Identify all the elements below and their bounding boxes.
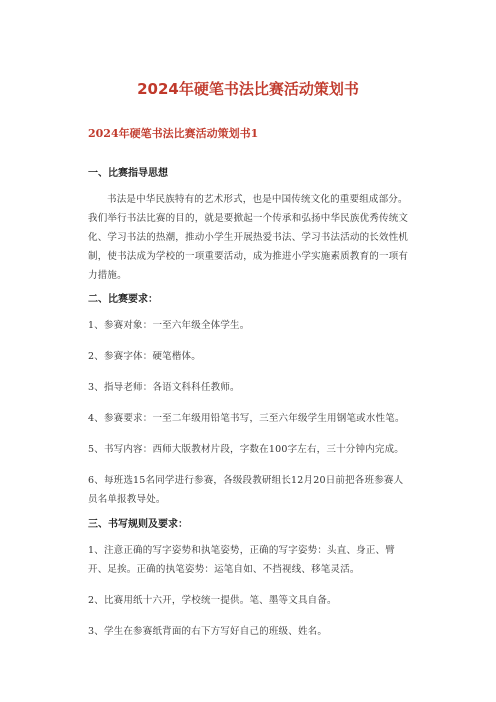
section-paragraph-guiding-principle: 书法是中华民族特有的艺术形式，也是中国传统文化的重要组成部分。我们举行书法比赛的目的，就是要掀起一个传承和弘扬中华民族优秀传统文化、学习书法的热潮，推动小学生开展热爱书法、学习书法活动的长效性机制，使书法成为学校的一项重要活动，成为推进小学实施素质教育的一项有力措施。 <box>88 194 409 281</box>
list-item: 3、指导老师：各语文科科任教师。 <box>88 382 240 393</box>
list-item: 4、参赛要求：一至二年级用铅笔书写，三至六年级学生用钢笔或水性笔。 <box>88 413 405 424</box>
document-title: 2024年硬笔书法比赛活动策划书 <box>137 80 359 98</box>
list-item: 2、参赛字体：硬笔楷体。 <box>88 351 201 362</box>
section-heading-writing-rules: 三、书写规则及要求： <box>88 519 188 530</box>
list-item: 1、注意正确的写字姿势和执笔姿势，正确的写字姿势：头直、身正、臂开、足挨。正确的执笔姿势：运笔自如、不挡视线、移笔灵活。 <box>88 545 395 575</box>
list-item: 5、书写内容：西师大版教材片段，字数在100字左右，三十分钟内完成。 <box>88 444 404 455</box>
list-item: 3、学生在参赛纸背面的右下方写好自己的班级、姓名。 <box>88 626 328 637</box>
list-item: 2、比赛用纸十六开，学校统一提供。笔、墨等文具自备。 <box>88 595 337 606</box>
list-item: 6、每班选15名同学进行参赛，各级段教研组长12月20日前把各班参赛人员名单报教导处。 <box>88 475 404 505</box>
section-heading-requirements: 二、比赛要求： <box>88 294 158 305</box>
section-heading-guiding-principle: 一、比赛指导思想 <box>88 168 168 179</box>
list-item: 1、参赛对象：一至六年级全体学生。 <box>88 320 250 331</box>
document-subtitle: 2024年硬笔书法比赛活动策划书1 <box>88 127 259 140</box>
